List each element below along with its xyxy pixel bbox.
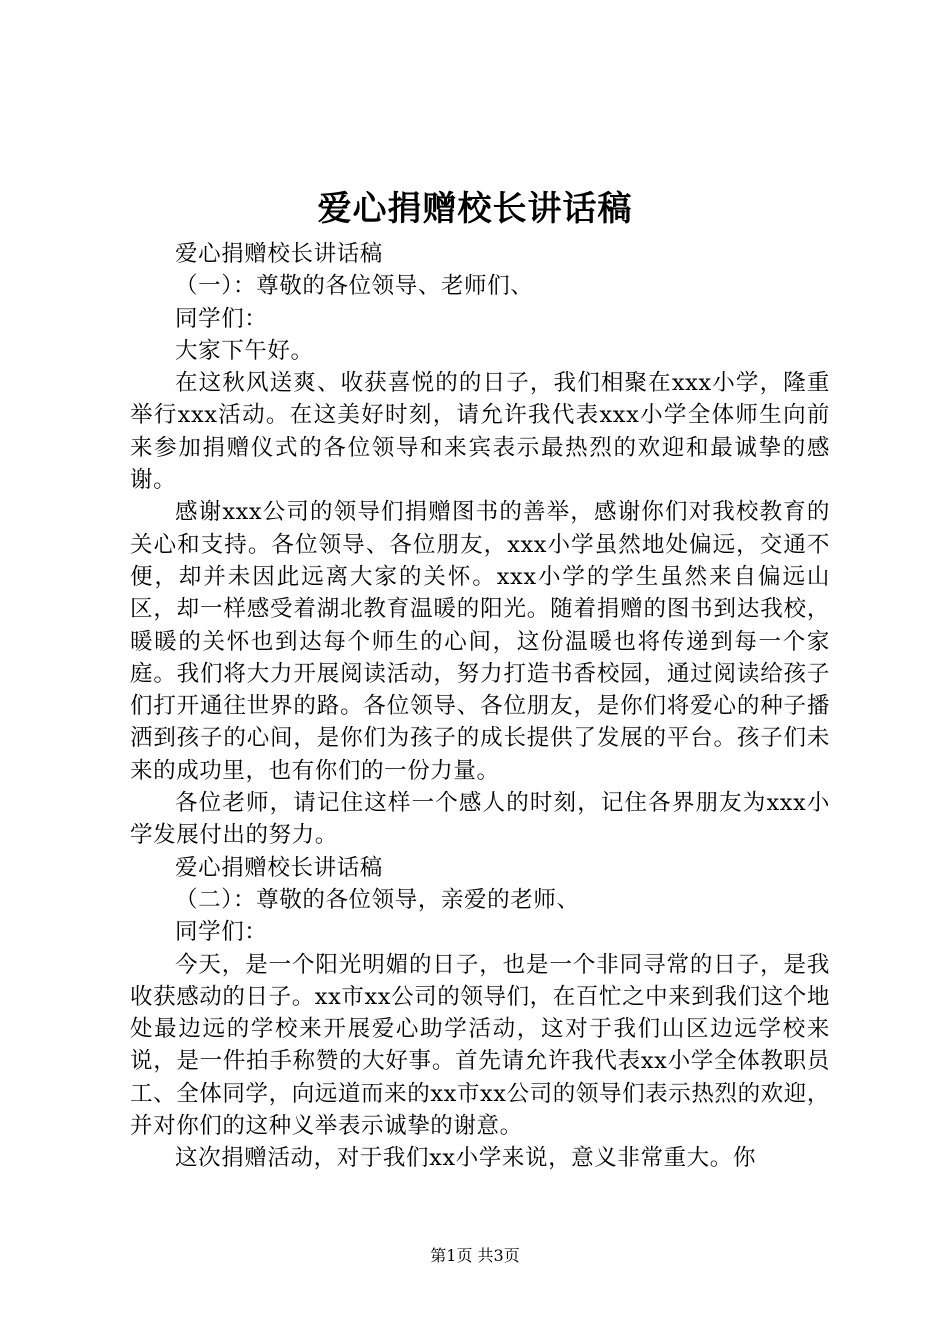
paragraph: 同学们： xyxy=(175,919,268,946)
document-body xyxy=(130,238,830,1175)
paragraph: （二）：尊敬的各位领导，亲爱的老师、 xyxy=(175,886,580,913)
paragraph: 今天，是一个阳光明媚的日子，也是一个非同寻常的日子，是我收获感动的日子。xx市xx公司的领导们，在百忙之中来到我们这个地处最边远的学校来开展爱心助学活动，这对于我们山区边远学校来说，是一件拍手称赞的大好事。首先请允许我代表xx小学全体教职员工、全体同学，向远道而来的xx市xx公司的领导们表示热烈的欢迎，并对你们的这种义举表示诚挚的谢意。 xyxy=(130,951,830,1140)
paragraph: 这次捐赠活动，对于我们xx小学来说，意义非常重大。你 xyxy=(175,1145,756,1172)
paragraph: 爱心捐赠校长讲话稿 xyxy=(175,241,383,267)
paragraph: 同学们： xyxy=(175,305,268,332)
paragraph: 爱心捐赠校长讲话稿 xyxy=(175,854,383,881)
document-title: 爱心捐赠校长讲话稿 xyxy=(317,189,633,229)
paragraph: 感谢xxx公司的领导们捐赠图书的善举，感谢你们对我校教育的关心和支持。各位领导、各位朋友，xxx小学虽然地处偏远，交通不便，却并未因此远离大家的关怀。xxx小学的学生虽然来自偏远山区，却一样感受着湖北教育温暖的阳光。随着捐赠的图书到达我校，暖暖的关怀也到达每个师生的心间，这份温暖也将传递到每一个家庭。我们将大力开展阅读活动，努力打造书香校园，通过阅读给孩子们打开通往世界的路。各位领导、各位朋友，是你们将爱心的种子播洒到孩子的心间，是你们为孩子的成长提供了发展的平台。孩子们未来的成功里，也有你们的一份力量。 xyxy=(130,499,830,784)
paragraph: 大家下午好。 xyxy=(175,337,314,364)
paragraph: 各位老师，请记住这样一个感人的时刻，记住各界朋友为xxx小学发展付出的努力。 xyxy=(130,790,830,849)
page-footer: 第1页 共3页 xyxy=(430,1246,520,1265)
paragraph: （一）：尊敬的各位领导、老师们、 xyxy=(175,273,534,300)
paragraph: 在这秋风送爽、收获喜悦的的日子，我们相聚在xxx小学，隆重举行xxx活动。在这美好时刻，请允许我代表xxx小学全体师生向前来参加捐赠仪式的各位领导和来宾表示最热烈的欢迎和最诚挚的感谢。 xyxy=(130,370,830,494)
